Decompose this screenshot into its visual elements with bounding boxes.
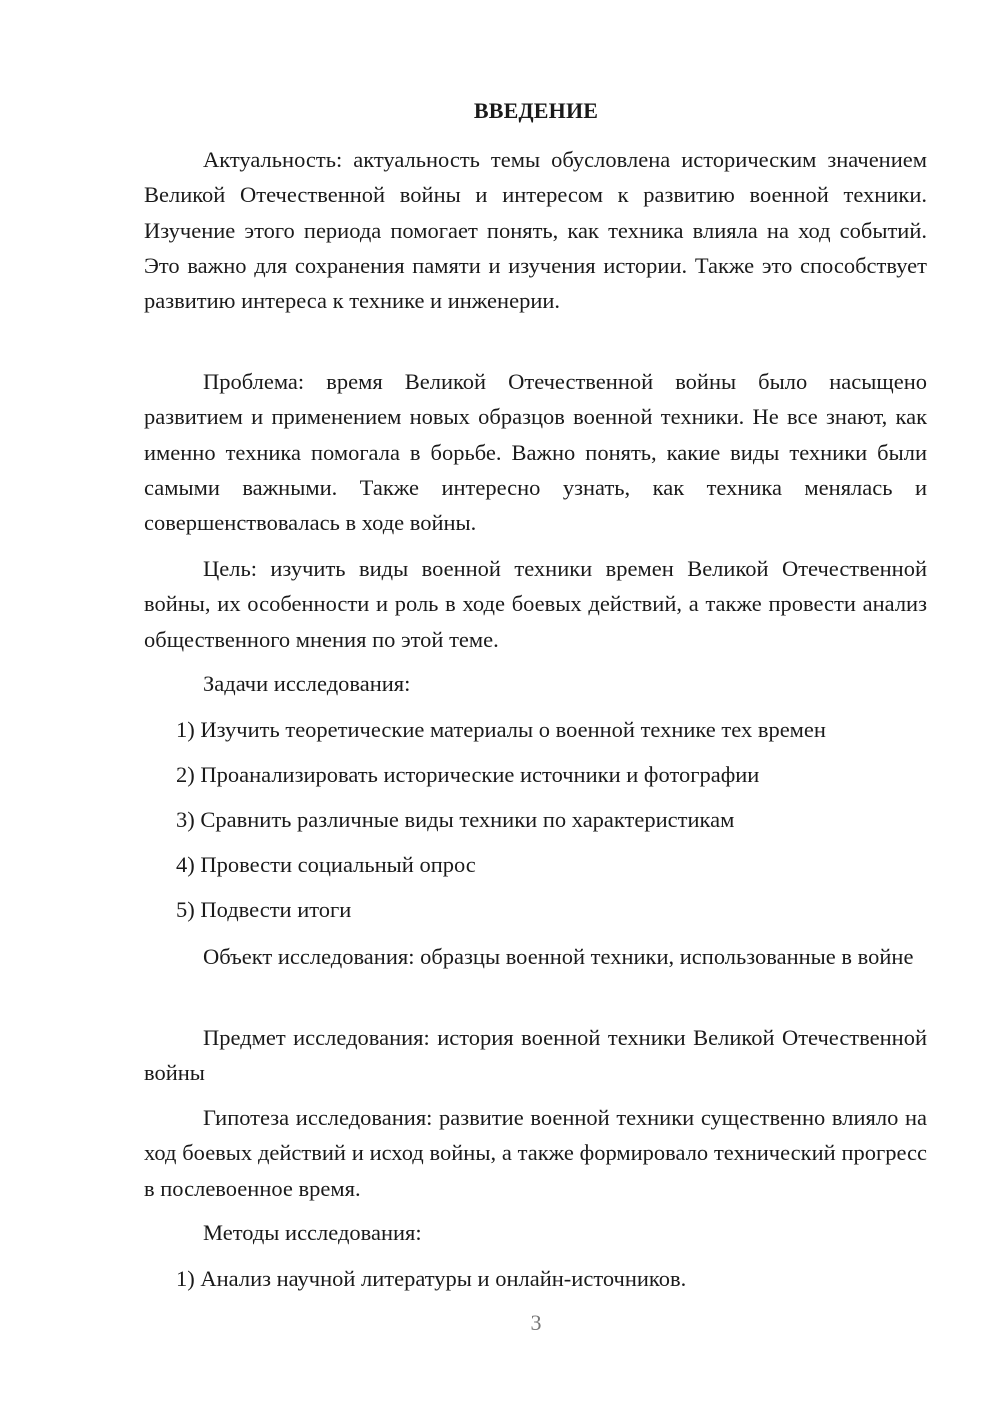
task-item: 5) Подвести итоги <box>176 897 352 922</box>
task-item: 2) Проанализировать исторические источники и фотографии <box>176 762 760 787</box>
task-item: 3) Сравнить различные виды техники по характеристикам <box>176 807 735 832</box>
page-number: 3 <box>530 1310 542 1335</box>
relevance-paragraph: Актуальность: актуальность темы обусловлена историческим значением Великой Отечественной войны и интересом к развитию военной техники. Изучение этого периода помогает понять, как техника влияла на ход событий. Это важно для сохранения памяти и изучения истории. Также это способствует развитию интереса к технике и инженерии. <box>144 147 927 314</box>
task-item: 1) Изучить теоретические материалы о военной технике тех времен <box>176 717 826 742</box>
hypothesis-paragraph: Гипотеза исследования: развитие военной техники существенно влияло на ход боевых действий и исход войны, а также формировало технический прогресс в послевоенное время. <box>144 1105 927 1201</box>
goal-paragraph: Цель: изучить виды военной техники времен Великой Отечественной войны, их особенности и роль в ходе боевых действий, а также провести анализ общественного мнения по этой теме. <box>144 556 927 652</box>
subject-paragraph: Предмет исследования: история военной техники Великой Отечественной войны <box>144 1025 927 1086</box>
problem-paragraph: Проблема: время Великой Отечественной войны было насыщено развитием и применением новых образцов военной техники. Не все знают, как именно техника помогала в борьбе. Важно понять, какие виды техники были самыми важными. Также интересно узнать, как техника менялась и совершенствовалась в ходе войны. <box>144 369 927 536</box>
method-item: 1) Анализ научной литературы и онлайн-источников. <box>176 1266 687 1291</box>
object-paragraph: Объект исследования: образцы военной техники, использованные в войне <box>203 944 914 969</box>
section-heading: ВВЕДЕНИЕ <box>473 98 599 123</box>
tasks-title: Задачи исследования: <box>203 671 411 696</box>
task-item: 4) Провести социальный опрос <box>176 852 476 877</box>
methods-title: Методы исследования: <box>203 1220 422 1245</box>
